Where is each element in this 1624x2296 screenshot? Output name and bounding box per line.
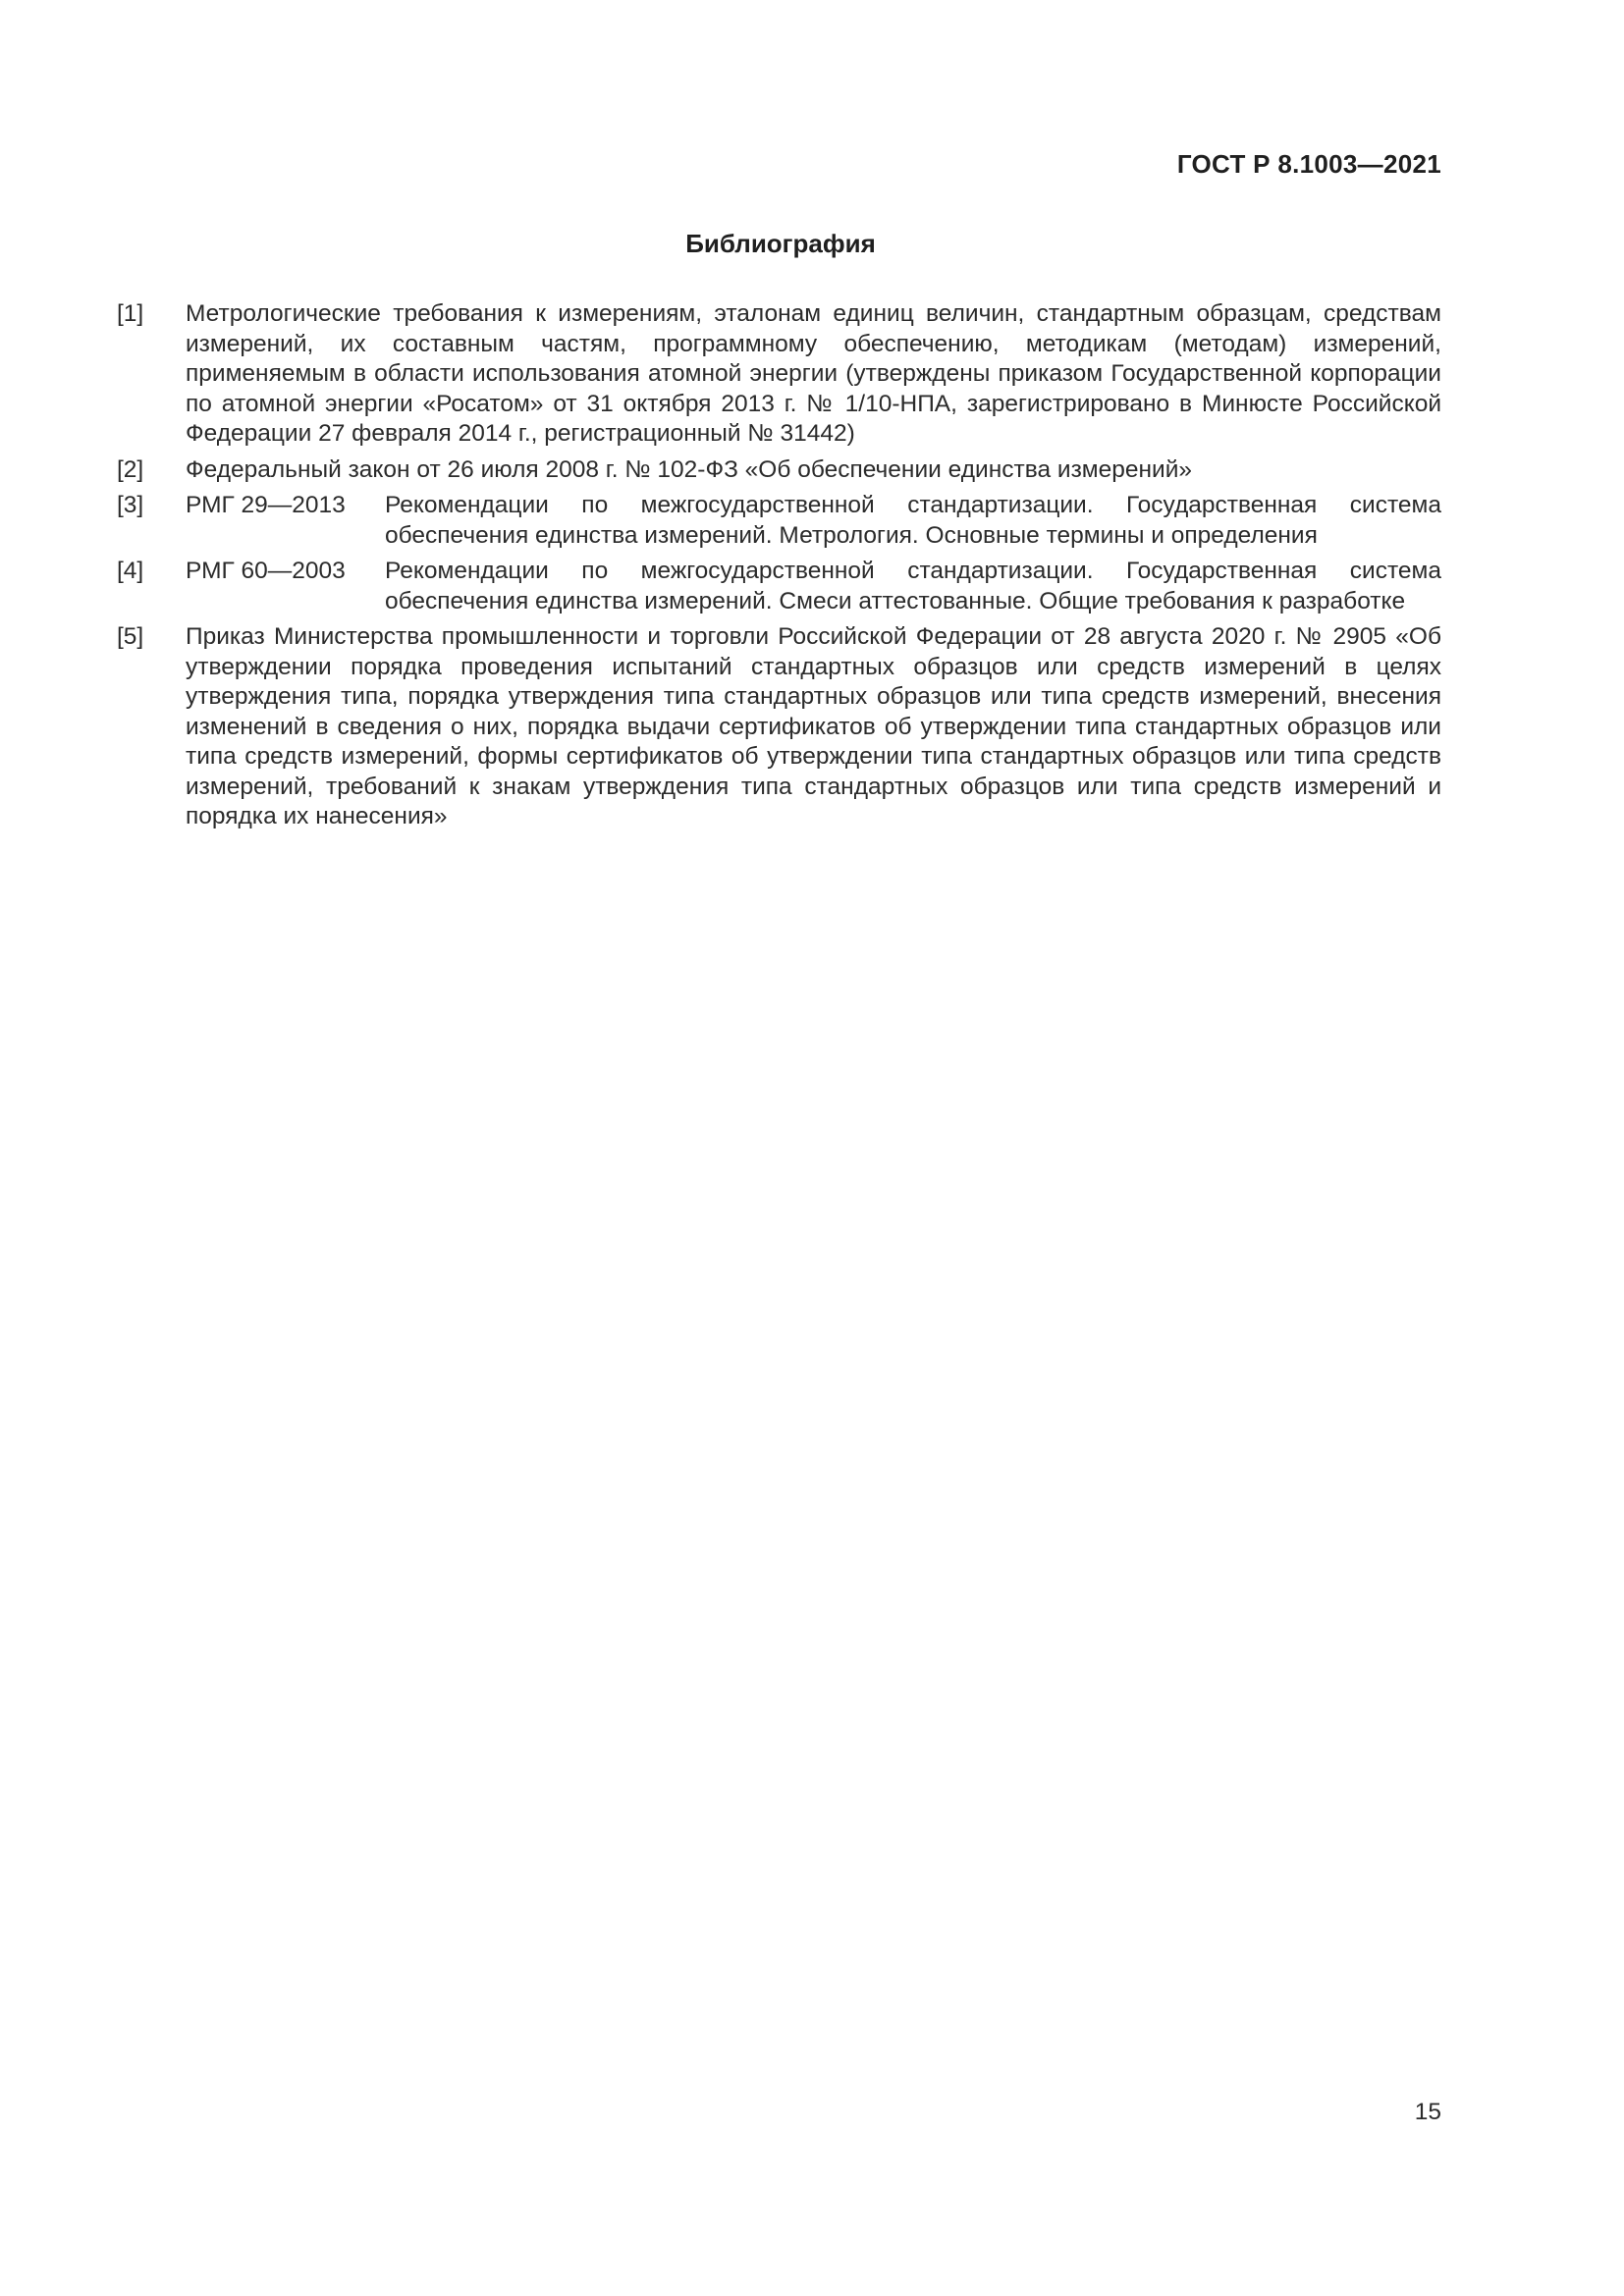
entry-body — [186, 557, 1441, 616]
entry-code: РМГ 29—2013 — [186, 492, 346, 518]
bibliography-entry — [117, 491, 1441, 551]
bibliography-entry — [117, 557, 1441, 616]
bibliography-entry — [117, 455, 1441, 486]
document-code: ГОСТ Р 8.1003—2021 — [1176, 149, 1441, 179]
entry-number: [4] — [117, 558, 144, 584]
entry-code: РМГ 60—2003 — [186, 558, 346, 584]
entry-text: Федеральный закон от 26 июля 2008 г. № 102-ФЗ «Об обеспечении единства измерений» — [186, 455, 1193, 483]
entry-text: Рекомендации по межгосударственной стандартизации. Государственная система обеспечения единства измерений. Метрология. Основные термины и определения — [385, 492, 1441, 549]
entry-number: [1] — [117, 300, 144, 327]
section-title: Библиография — [685, 229, 876, 258]
entry-number: [2] — [117, 455, 144, 483]
entry-number: [5] — [117, 623, 144, 650]
entry-body — [186, 491, 1441, 551]
bibliography-entry — [117, 299, 1441, 450]
entry-text: Рекомендации по межгосударственной стандартизации. Государственная система обеспечения единства измерений. Смеси аттестованные. Общие требования к разработке — [385, 558, 1441, 614]
entry-text: Приказ Министерства промышленности и торговли Российской Федерации от 28 августа 2020 г. № 2905 «Об утверждении порядка проведения испытаний стандартных образцов или средств измерений в целях утверждения типа, порядка утверждения типа стандартных образцов или типа средств измерений, внесения изменений в сведения о них, порядка выдачи сертификатов об утверждении типа стандартных образцов или типа средств измерений, формы сертификатов об утверждении типа стандартных образцов или типа средств измерений, требований к знакам утверждения типа стандартных образцов или типа средств измерений и порядка их нанесения» — [186, 623, 1441, 829]
entry-text: Метрологические требования к измерениям, эталонам единиц величин, стандартным образцам, средствам измерений, их составным частям, программному обеспечению, методикам (методам) измерений, применяемым в области использования атомной энергии (утверждены приказом Государственной корпорации по атомной энергии «Росатом» от 31 октября 2013 г. № 1/10-НПА, зарегистрировано в Минюсте Российской Федерации 27 февраля 2014 г., регистрационный № 31442) — [186, 300, 1441, 447]
entry-number: [3] — [117, 492, 144, 518]
page-number: 15 — [1414, 2099, 1441, 2125]
bibliography-list — [117, 299, 1441, 838]
bibliography-entry — [117, 622, 1441, 832]
